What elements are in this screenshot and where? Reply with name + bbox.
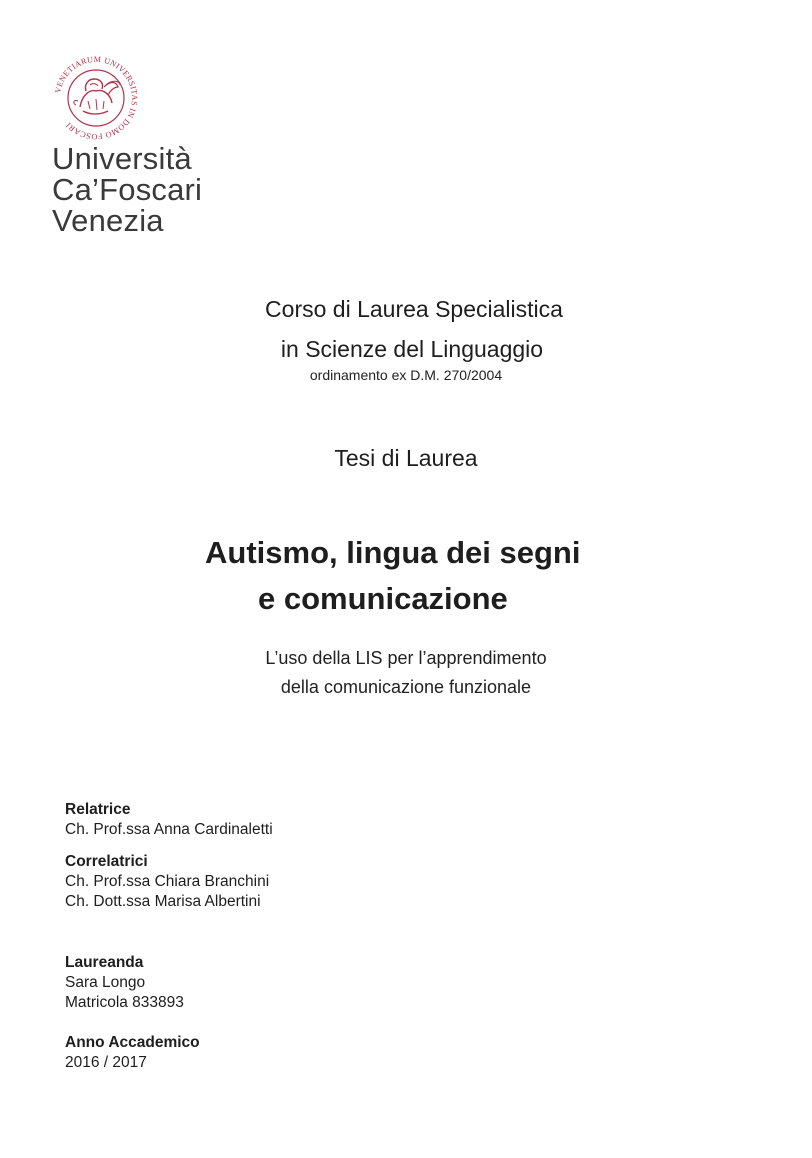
wordmark-line-2: Ca’Foscari: [52, 172, 202, 207]
svg-text:VENETIARUM UNIVERSITAS IN DOMO: VENETIARUM UNIVERSITAS IN DOMO FOSCARI: [53, 55, 140, 141]
wordmark-line-3: Venezia: [52, 203, 164, 236]
matricola: Matricola 833893: [65, 994, 184, 1011]
laureanda-label: Laureanda: [65, 954, 144, 971]
relatrice-block: [65, 800, 273, 840]
correlatrici-label: Correlatrici: [65, 853, 148, 870]
thesis-title-line-2: e comunicazione: [258, 581, 508, 616]
correlatrice-name: Ch. Prof.ssa Chiara Branchini: [65, 873, 270, 890]
correlatrici-block: [65, 852, 269, 912]
university-wordmark: [52, 143, 202, 236]
university-seal-logo: [50, 55, 142, 141]
anno-accademico-label: Anno Accademico: [65, 1034, 200, 1051]
laureanda-name: Sara Longo: [65, 974, 146, 991]
correlatrice-name: Ch. Dott.ssa Marisa Albertini: [65, 893, 261, 910]
laureanda-block: [65, 953, 184, 1013]
thesis-subtitle-line-1: L’uso della LIS per l’apprendimento: [265, 648, 547, 668]
wordmark-line-1: Università: [52, 143, 192, 176]
relatrice-name: Ch. Prof.ssa Anna Cardinaletti: [65, 821, 273, 838]
anno-accademico-block: [65, 1033, 200, 1073]
relatrice-label: Relatrice: [65, 801, 131, 818]
course-line-2: in Scienze del Linguaggio: [280, 336, 544, 362]
thesis-type: Tesi di Laurea: [334, 445, 478, 471]
thesis-title-line-1: Autismo, lingua dei segni: [205, 535, 581, 570]
thesis-subtitle-line-2: della comunicazione funzionale: [280, 677, 532, 697]
course-line-1: Corso di Laurea Specialistica: [265, 296, 563, 322]
ordinamento-note: ordinamento ex D.M. 270/2004: [309, 367, 503, 383]
anno-accademico-value: 2016 / 2017: [65, 1054, 147, 1071]
